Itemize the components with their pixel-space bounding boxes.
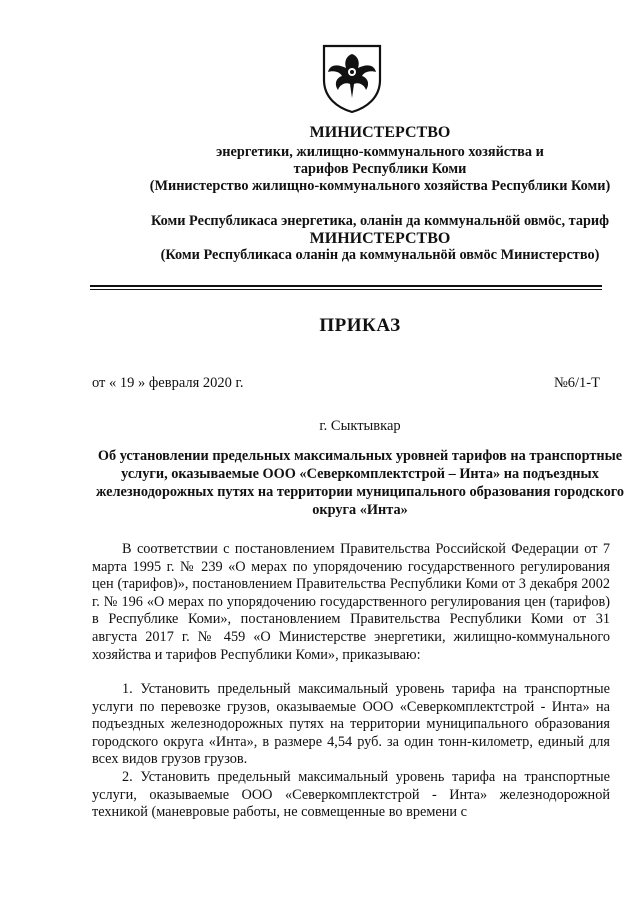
document-number: №6/1-Т bbox=[553, 375, 600, 391]
komi-ministry-title: МИНИСТЕРСТВО bbox=[309, 230, 451, 247]
komi-coat-of-arms-icon bbox=[320, 42, 384, 114]
ministry-name-line3: тарифов Республики Коми bbox=[293, 161, 467, 177]
komi-ministry-short-name: (Коми Республикаса оланiн да коммунальнöй овмöс Министерство) bbox=[160, 247, 600, 263]
document-title: ПРИКАЗ bbox=[319, 315, 401, 336]
komi-ministry-line1: Коми Республикаса энергетика, оланiн да коммунальнöй овмöс, тариф bbox=[150, 213, 610, 229]
ministry-name-line2: энергетики, жилищно-коммунального хозяйства и bbox=[216, 144, 544, 160]
document-city: г. Сыктывкар bbox=[319, 418, 401, 434]
header-divider-thin bbox=[90, 289, 602, 290]
ministry-title: МИНИСТЕРСТВО bbox=[309, 124, 451, 141]
ministry-short-name: (Министерство жилищно-коммунального хозяйства Республики Коми) bbox=[149, 178, 611, 194]
document-subject: Об установлении предельных максимальных уровней тарифов на транспортные услуги, оказываемые ООО «Северкомплектстрой – Инта» на подъездных железнодорожных путях на территории муниципального образования городского округа «Инта» bbox=[95, 448, 625, 518]
preamble-paragraph: В соответствии с постановлением Правительства Российской Федерации от 7 марта 1995 г. № 239 «О мерах по упорядочению государственного регулирования цен (тарифов)», постановлением Правительства Республики Коми от 3 декабря 2002 г. № 196 «О мерах по упорядочению государственного регулирования цен (тарифов) в Республике Коми», постановлением Правительства Республики Коми от 31 августа 2017 г. № 459 «О Министерстве энергетики, жилищно-коммунального хозяйства и тарифов Республики Коми», приказываю: bbox=[92, 541, 610, 663]
header-divider-thick bbox=[90, 285, 602, 287]
order-item-1: 1. Установить предельный максимальный уровень тарифа на транспортные услуги по перевозке грузов, оказываемые ООО «Северкомплектстрой - Инта» на подъездных железнодорожных путях на территории муниципального образования городского округа «Инта», в размере 4,54 руб. за один тонн-километр, единый для всех видов грузов грузов. bbox=[92, 681, 610, 768]
document-date: от « 19 » февраля 2020 г. bbox=[92, 375, 244, 391]
order-item-2: 2. Установить предельный максимальный уровень тарифа на транспортные услуги, оказываемые ООО «Северкомплектстрой - Инта» железнодорожной техникой (маневровые работы, не совмещенные во времени с bbox=[92, 769, 610, 821]
